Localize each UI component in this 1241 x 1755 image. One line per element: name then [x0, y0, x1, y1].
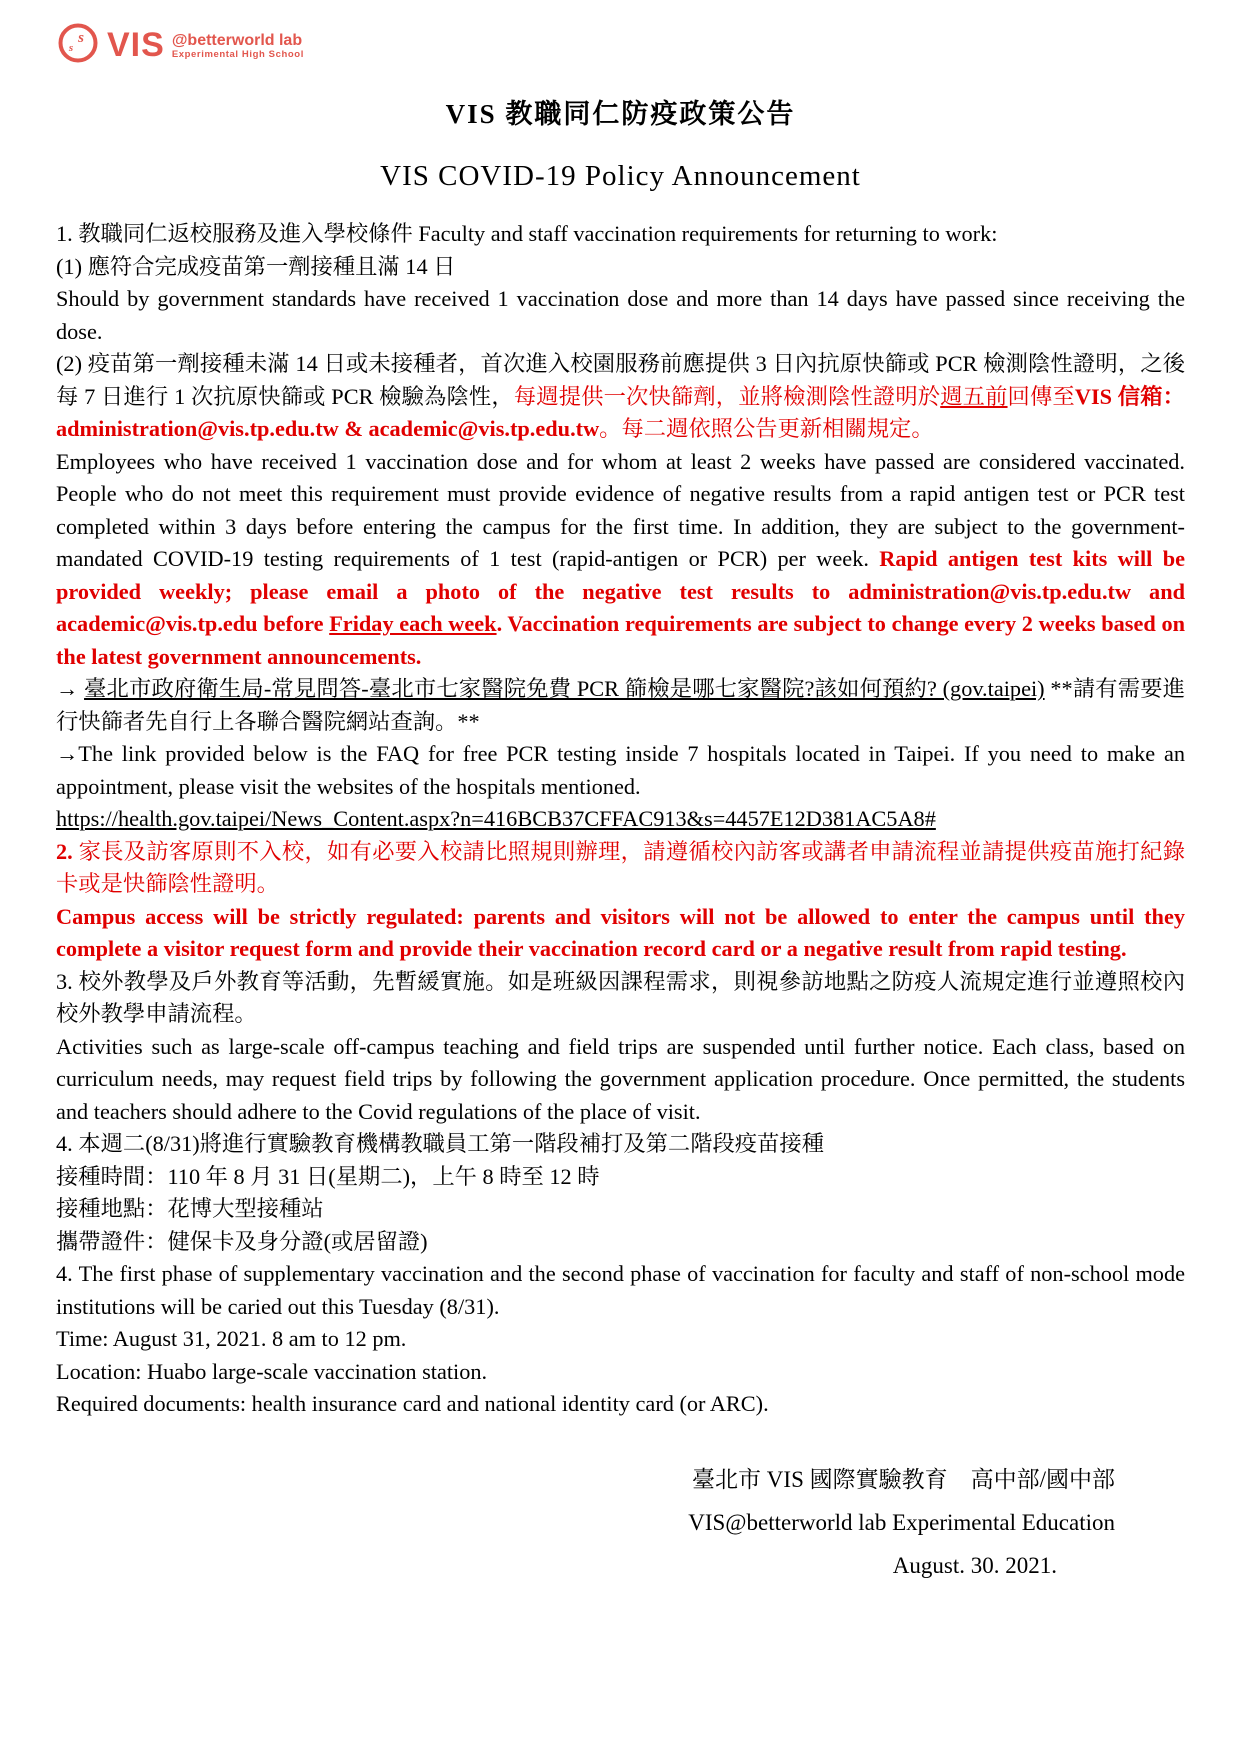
section1-rule2-en-black: Employees who have received 1 vaccination dose and for whom at least 2 weeks have passed are considered vaccinated. People who do not meet this requirement must provide evidence of negative results from a rapid antigen test or PCR test completed within 3 days before entering the campus for the first time. In addition, they are subject to the government-mandated COVID-19 testing requirements of 1 test (rapid-antigen or PCR) per week. [56, 448, 1185, 571]
section4-documents-zh [56, 1226, 1185, 1259]
signature-block [56, 1458, 1185, 1587]
section1-rule1-en [56, 283, 1185, 348]
page-title-zh: VIS 教職同仁防疫政策公告 [445, 99, 796, 129]
section4-documents-en [56, 1388, 1185, 1421]
vis-logo-suffix: @betterworld lab [171, 31, 303, 49]
section4-location-zh-text: 接種地點：花博大型接種站 [56, 1196, 324, 1221]
section3-en-text: Activities such as large-scale off-campus teaching and field trips are suspended until further notice. Each class, based on curriculum needs, may request field trips by following the government application procedure. Once permitted, the students and teachers should adhere to the Covid regulations of the place of visit. [56, 1033, 1185, 1124]
section2-zh [56, 836, 1185, 901]
vis-logo-wordmark: VIS [107, 26, 165, 64]
section1-rule2-en-red-2: . Vaccination requirements are subject to change every 2 weeks based on the latest government announcements. [56, 611, 1185, 669]
section1-faq-en-text: →The link provided below is the FAQ for free PCR testing inside 7 hospitals located in Taipei. If you need to make an appointment, please visit the websites of the hospitals mentioned. [56, 741, 1185, 799]
section4-time-zh [56, 1161, 1185, 1194]
section1-heading [56, 218, 1185, 251]
section4-title-zh [56, 1128, 1185, 1161]
signature-date: August. 30. 2021. [892, 1552, 1057, 1578]
section3-zh [56, 966, 1185, 1031]
section2-number: 2. [56, 838, 79, 864]
section4-title-en [56, 1258, 1185, 1323]
signature-org-zh: 臺北市 VIS 國際實驗教育 高中部/國中部 [692, 1466, 1115, 1492]
section2-en-text: Campus access will be strictly regulated: parents and visitors will not be allowed to enter the campus until they complete a visitor request form and provide their vaccination record card or a negative result from rapid testing. [56, 903, 1185, 961]
section1-heading-text: 1. 教職同仁返校服務及進入學校條件 Faculty and staff vaccination requirements for returning to work: [56, 221, 998, 246]
vis-logo-school: Experimental High School [171, 49, 304, 61]
section4-time-en [56, 1323, 1185, 1356]
section1-rule2-zh-red-3: 。每二週依照公告更新相關規定。 [599, 416, 934, 441]
section3-zh-text: 3. 校外教學及戶外教育等活動，先暫緩實施。如是班級因課程需求，則視參訪地點之防疫人流規定進行並遵照校內校外教學申請流程。 [56, 968, 1185, 1026]
vis-logo [56, 22, 1185, 68]
section4-location-en [56, 1356, 1185, 1389]
page-title-en: VIS COVID-19 Policy Announcement [380, 160, 861, 192]
gov-taipei-faq-link[interactable]: 臺北市政府衛生局-常見問答-臺北市七家醫院免費 PCR 篩檢是哪七家醫院?該如何預約? (gov.taipei) [84, 676, 1045, 701]
svg-text:s: s [78, 29, 84, 46]
section1-rule2-zh-black: (2) 疫苗第一劑接種未滿 14 日或未接種者，首次進入校園服務前應提供 3 日內抗原快篩或 PCR 檢測陰性證明，之後每 7 日進行 1 次抗原快篩或 PCR 檢驗為陰性， [56, 351, 1185, 409]
vis-logo-circle-icon [56, 21, 100, 70]
health-gov-taipei-url-link[interactable]: https://health.gov.taipei/News_Content.aspx?n=416BCB37CFFAC913&s=4457E12D381AC5A8# [56, 806, 936, 831]
section4-location-en-text: Location: Huabo large-scale vaccination station. [56, 1358, 488, 1384]
section1-rule1-zh-text: (1) 應符合完成疫苗第一劑接種且滿 14 日 [56, 253, 456, 279]
section1-rule2-friday-deadline-zh: 週五前 [940, 383, 1008, 409]
section1-url-line [56, 803, 1185, 836]
section4-location-zh [56, 1193, 1185, 1226]
section1-rule2-zh-red-2: 回傳至 [1007, 383, 1075, 409]
section4-title-en-text: 4. The first phase of supplementary vaccination and the second phase of vaccination for faculty and staff of non-school mode institutions will be caried out this Tuesday (8/31). [56, 1261, 1185, 1319]
section4-documents-en-text: Required documents: health insurance card and national identity card (or ARC). [56, 1391, 769, 1416]
section1-rule1-zh [56, 251, 1185, 284]
section1-faq-zh [56, 673, 1185, 738]
section1-rule2-email-addresses: VIS 信箱：administration@vis.tp.edu.tw & academic@vis.tp.edu.tw [56, 383, 1185, 441]
document-body [56, 218, 1185, 1587]
section2-zh-text: 家長及訪客原則不入校，如有必要入校請比照規則辦理，請遵循校內訪客或講者申請流程並請提供疫苗施打紀錄卡或是快篩陰性證明。 [56, 838, 1185, 896]
svg-text:s: s [68, 41, 74, 54]
section1-faq-note: **請有需要進行快篩者先自行上各聯合醫院網站查詢。** [56, 676, 1185, 734]
section3-en [56, 1031, 1185, 1129]
section1-faq-en [56, 738, 1185, 803]
section4-title-zh-text: 4. 本週二(8/31)將進行實驗教育機構教職員工第一階段補打及第二階段疫苗接種 [56, 1131, 824, 1156]
section1-rule2-zh [56, 348, 1185, 446]
section4-documents-zh-text: 攜帶證件：健保卡及身分證(或居留證) [56, 1228, 428, 1254]
section2-en [56, 901, 1185, 966]
section4-time-zh-text: 接種時間：110 年 8 月 31 日(星期二)，上午 8 時至 12 時 [56, 1163, 600, 1189]
section1-rule2-en [56, 446, 1185, 674]
signature-org-en: VIS@betterworld lab Experimental Education [688, 1509, 1115, 1535]
section1-rule2-zh-red-1: 每週提供一次快篩劑，並將檢測陰性證明於 [513, 383, 941, 409]
section1-rule1-en-text: Should by government standards have received 1 vaccination dose and more than 14 days have passed since receiving the dose. [56, 286, 1185, 344]
arrow-icon: → [56, 676, 85, 701]
section1-rule2-friday-deadline-en: Friday each week [329, 611, 497, 636]
section1-rule2-en-red-1: Rapid antigen test kits will be provided weekly; please email a photo of the negative test results to administration@vis.tp.edu.tw and academic@vis.tp.edu before [56, 546, 1185, 636]
section4-time-en-text: Time: August 31, 2021. 8 am to 12 pm. [56, 1326, 407, 1351]
